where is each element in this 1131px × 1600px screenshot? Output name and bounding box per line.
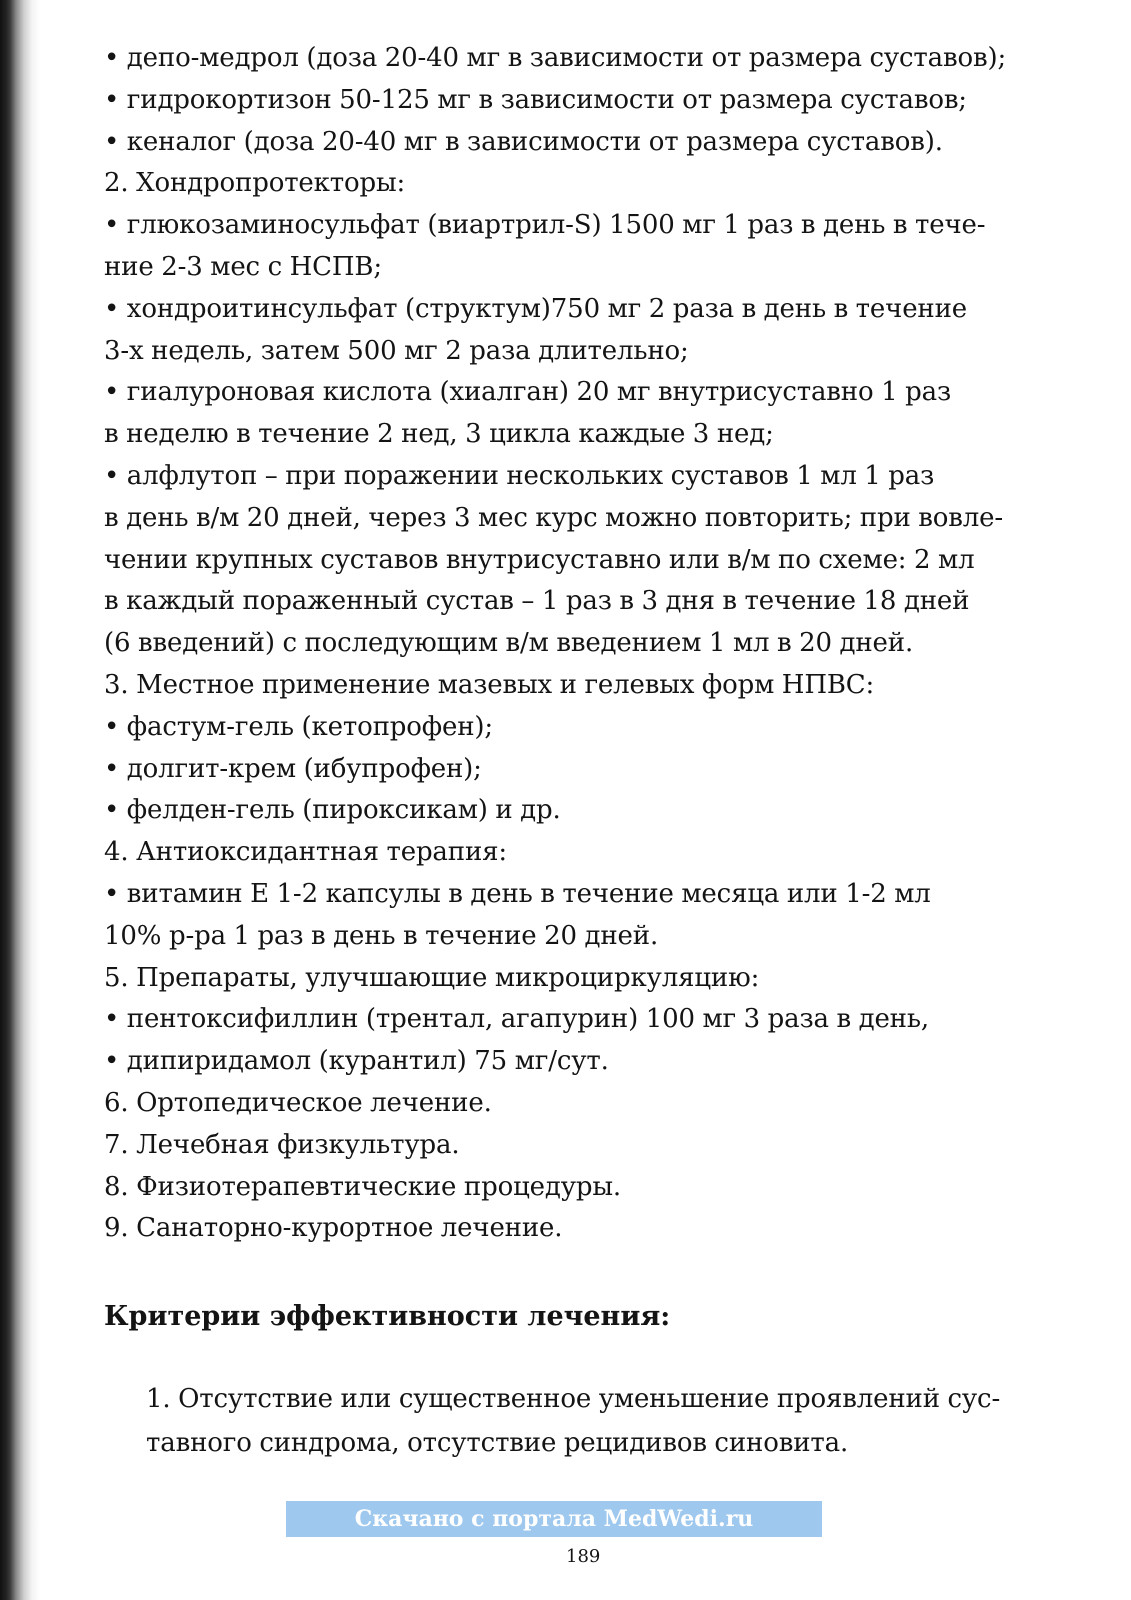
text-line: • гиалуроновая кислота (хиалган) 20 мг внутрисуставно 1 раз	[104, 377, 951, 408]
page-number: 189	[566, 1546, 601, 1567]
text-line: 3-х недель, затем 500 мг 2 раза длительно;	[104, 335, 689, 366]
text-line: 8. Физиотерапевтические процедуры.	[104, 1171, 622, 1202]
text-line: • хондроитинсульфат (структум)750 мг 2 раза в день в течение	[104, 293, 968, 324]
text-line: 3. Местное применение мазевых и гелевых форм НПВС:	[104, 669, 875, 700]
text-line: (6 введений) с последующим в/м введением 1 мл в 20 дней.	[104, 628, 914, 659]
download-watermark-banner: Скачано с портала MedWedi.ru	[286, 1501, 822, 1537]
body-text	[104, 38, 1094, 1250]
text-line: 9. Санаторно-курортное лечение.	[104, 1213, 563, 1244]
text-line: 6. Ортопедическое лечение.	[104, 1087, 492, 1118]
text-line: в каждый пораженный сустав – 1 раз в 3 дня в течение 18 дней	[104, 586, 970, 617]
text-line: • витамин Е 1-2 капсулы в день в течение месяца или 1-2 мл	[104, 878, 931, 909]
criteria-line: 1. Отсутствие или существенное уменьшение проявлений сус-	[146, 1384, 1001, 1414]
section-heading: Критерии эффективности лечения:	[104, 1301, 671, 1332]
text-line: • алфлутоп – при поражении нескольких суставов 1 мл 1 раз	[104, 460, 935, 491]
text-line: • пентоксифиллин (трентал, агапурин) 100 мг 3 раза в день,	[104, 1004, 929, 1035]
text-line: • фелден-гель (пироксикам) и др.	[104, 795, 561, 826]
text-line: • дипиридамол (курантил) 75 мг/сут.	[104, 1046, 609, 1077]
text-line: • гидрокортизон 50-125 мг в зависимости от размера суставов;	[104, 84, 967, 115]
text-line: 10% р-ра 1 раз в день в течение 20 дней.	[104, 920, 659, 951]
criteria-line: тавного синдрома, отсутствие рецидивов синовита.	[146, 1428, 849, 1458]
text-line: 2. Хондропротекторы:	[104, 168, 406, 199]
text-line: • долгит-крем (ибупрофен);	[104, 753, 482, 784]
text-line: 7. Лечебная физкультура.	[104, 1129, 460, 1160]
text-line: 4. Антиоксидантная терапия:	[104, 837, 508, 868]
book-spine-shadow	[0, 0, 40, 1600]
text-line: чении крупных суставов внутрисуставно или в/м по схеме: 2 мл	[104, 544, 975, 575]
text-line: в неделю в течение 2 нед, 3 цикла каждые 3 нед;	[104, 419, 774, 450]
text-line: • фастум-гель (кетопрофен);	[104, 711, 494, 742]
text-line: в день в/м 20 дней, через 3 мес курс можно повторить; при вовле-	[104, 502, 1003, 533]
criteria-list	[146, 1377, 1000, 1465]
text-line: • депо-медрол (доза 20-40 мг в зависимости от размера суставов);	[104, 43, 1007, 73]
text-line: 5. Препараты, улучшающие микроциркуляцию:	[104, 962, 760, 993]
text-line: • кеналог (доза 20-40 мг в зависимости от размера суставов).	[104, 126, 943, 157]
text-line: • глюкозаминосульфат (виартрил-S) 1500 мг 1 раз в день в тече-	[104, 210, 986, 241]
text-line: ние 2-3 мес с НСПВ;	[104, 251, 382, 282]
